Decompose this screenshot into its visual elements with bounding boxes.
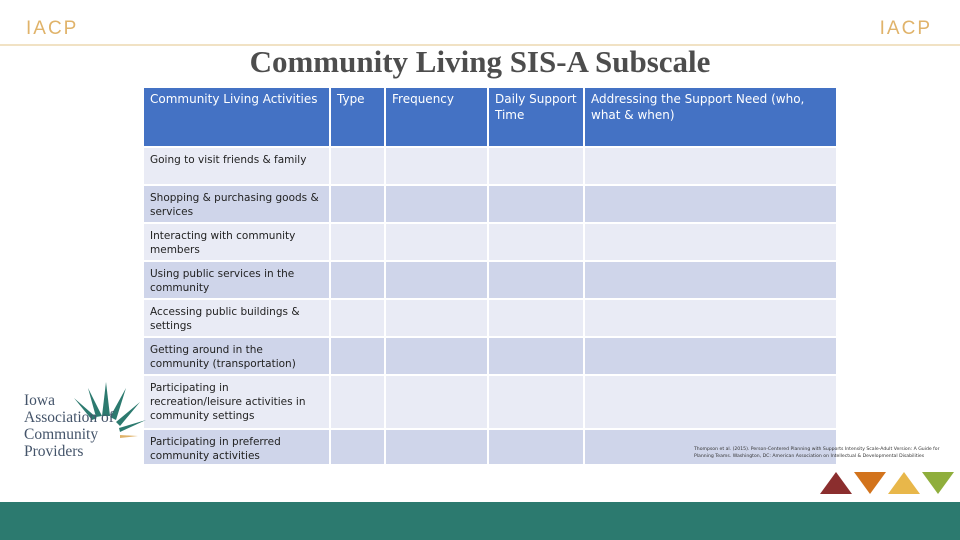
type-cell[interactable]: [330, 261, 385, 299]
brand-left: IACP: [26, 18, 79, 39]
column-header-daily-support-time: Daily Support Time: [488, 87, 584, 147]
daily-support-time-cell[interactable]: [488, 223, 584, 261]
daily-support-time-cell[interactable]: [488, 261, 584, 299]
column-header-activities: Community Living Activities: [143, 87, 330, 147]
activity-cell: Getting around in the community (transportation): [143, 337, 330, 375]
addressing-need-cell[interactable]: [584, 223, 837, 261]
column-header-frequency: Frequency: [385, 87, 488, 147]
type-cell[interactable]: [330, 429, 385, 465]
frequency-cell[interactable]: [385, 185, 488, 223]
frequency-cell[interactable]: [385, 261, 488, 299]
daily-support-time-cell[interactable]: [488, 147, 584, 185]
type-cell[interactable]: [330, 223, 385, 261]
activity-cell: Participating in preferred community activities: [143, 429, 330, 465]
logo-line-community: Community: [24, 426, 99, 443]
iacp-logo: [24, 392, 114, 460]
table-row: [143, 223, 837, 261]
daily-support-time-cell[interactable]: [488, 185, 584, 223]
citation-text: Thompson et al. (2015). Person-Centered Planning with Supports Intensity Scale-Adult Version: A Guide for Planning Teams. Washington, DC: American Association on Intellectual & Developmental Disabilities: [694, 447, 940, 459]
daily-support-time-cell[interactable]: [488, 429, 584, 465]
type-cell[interactable]: [330, 185, 385, 223]
type-cell[interactable]: [330, 337, 385, 375]
activity-cell: Interacting with community members: [143, 223, 330, 261]
table-header-row: [143, 87, 837, 147]
frequency-cell[interactable]: [385, 375, 488, 429]
table-row: [143, 147, 837, 185]
logo-line-providers: Providers: [24, 443, 84, 460]
frequency-cell[interactable]: [385, 337, 488, 375]
type-cell[interactable]: [330, 375, 385, 429]
decorative-triangles-icon: [820, 470, 955, 496]
brand-right: IACP: [879, 18, 932, 39]
activity-cell: Shopping & purchasing goods & services: [143, 185, 330, 223]
slide-title: Community Living SIS-A Subscale: [249, 44, 711, 79]
type-cell[interactable]: [330, 147, 385, 185]
column-header-addressing-need: Addressing the Support Need (who, what & when): [584, 87, 837, 147]
activity-cell: Accessing public buildings & settings: [143, 299, 330, 337]
addressing-need-cell[interactable]: [584, 147, 837, 185]
column-header-type: Type: [330, 87, 385, 147]
addressing-need-cell[interactable]: [584, 375, 837, 429]
addressing-need-cell[interactable]: [584, 261, 837, 299]
table-row: [143, 185, 837, 223]
table-row: [143, 261, 837, 299]
footer-bar: [0, 502, 960, 540]
daily-support-time-cell[interactable]: [488, 375, 584, 429]
frequency-cell[interactable]: [385, 299, 488, 337]
subscale-table: [142, 86, 838, 466]
daily-support-time-cell[interactable]: [488, 299, 584, 337]
addressing-need-cell[interactable]: [584, 337, 837, 375]
activity-cell: Using public services in the community: [143, 261, 330, 299]
activity-cell: Participating in recreation/leisure activities in community settings: [143, 375, 330, 429]
addressing-need-cell[interactable]: [584, 299, 837, 337]
table-row: [143, 337, 837, 375]
activity-cell: Going to visit friends & family: [143, 147, 330, 185]
logo-line-iowa: Iowa: [24, 392, 55, 409]
type-cell[interactable]: [330, 299, 385, 337]
frequency-cell[interactable]: [385, 223, 488, 261]
logo-line-association: Association of: [24, 409, 114, 426]
frequency-cell[interactable]: [385, 147, 488, 185]
table-row: [143, 299, 837, 337]
frequency-cell[interactable]: [385, 429, 488, 465]
daily-support-time-cell[interactable]: [488, 337, 584, 375]
addressing-need-cell[interactable]: [584, 185, 837, 223]
table-row: [143, 375, 837, 429]
